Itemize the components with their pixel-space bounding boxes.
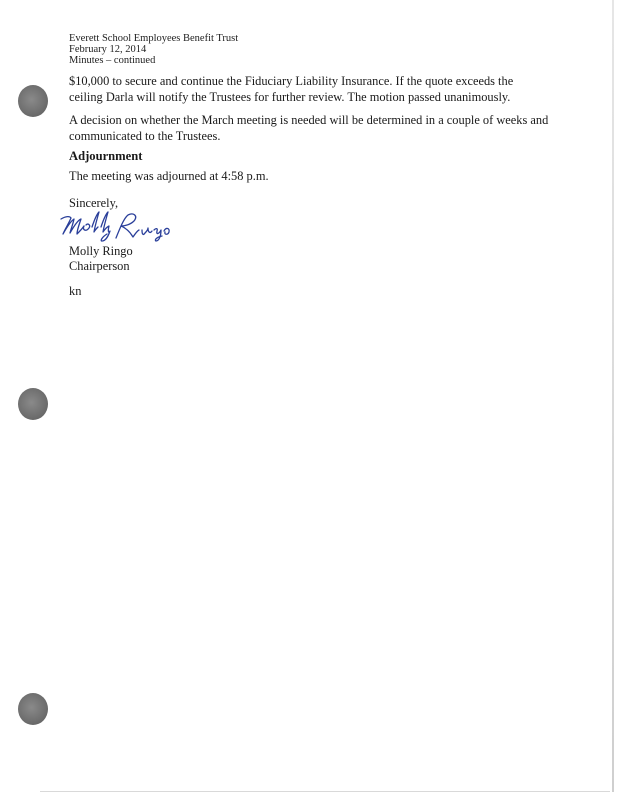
page-edge-right — [612, 0, 614, 792]
adjournment-heading: Adjournment — [69, 149, 143, 163]
salutation: Sincerely, — [69, 196, 119, 210]
header-org: Everett School Employees Benefit Trust — [69, 33, 239, 44]
adjournment-text: The meeting was adjourned at 4:58 p.m. — [69, 169, 269, 183]
punch-hole-top — [18, 85, 48, 117]
handwritten-signature — [58, 210, 178, 242]
signer-title: Chairperson — [69, 259, 130, 273]
punch-hole-bottom — [18, 693, 48, 725]
punch-hole-middle — [18, 388, 48, 420]
signature-strokes — [61, 212, 169, 241]
typist-initials: kn — [69, 284, 82, 298]
paragraph-insurance: $10,000 to secure and continue the Fiduciary Liability Insurance. If the quote exceeds the ceiling Darla will notify the Trustees for further review. The motion passed unanimously. — [69, 74, 514, 104]
paragraph-march-meeting: A decision on whether the March meeting is needed will be determined in a couple of weeks and communicated to the Trustees. — [69, 113, 549, 143]
page-edge-bottom — [40, 791, 610, 792]
signer-name: Molly Ringo — [69, 244, 133, 258]
header-date: February 12, 2014 — [69, 44, 147, 55]
header-section: Minutes – continued — [69, 55, 156, 66]
running-header — [69, 33, 238, 66]
